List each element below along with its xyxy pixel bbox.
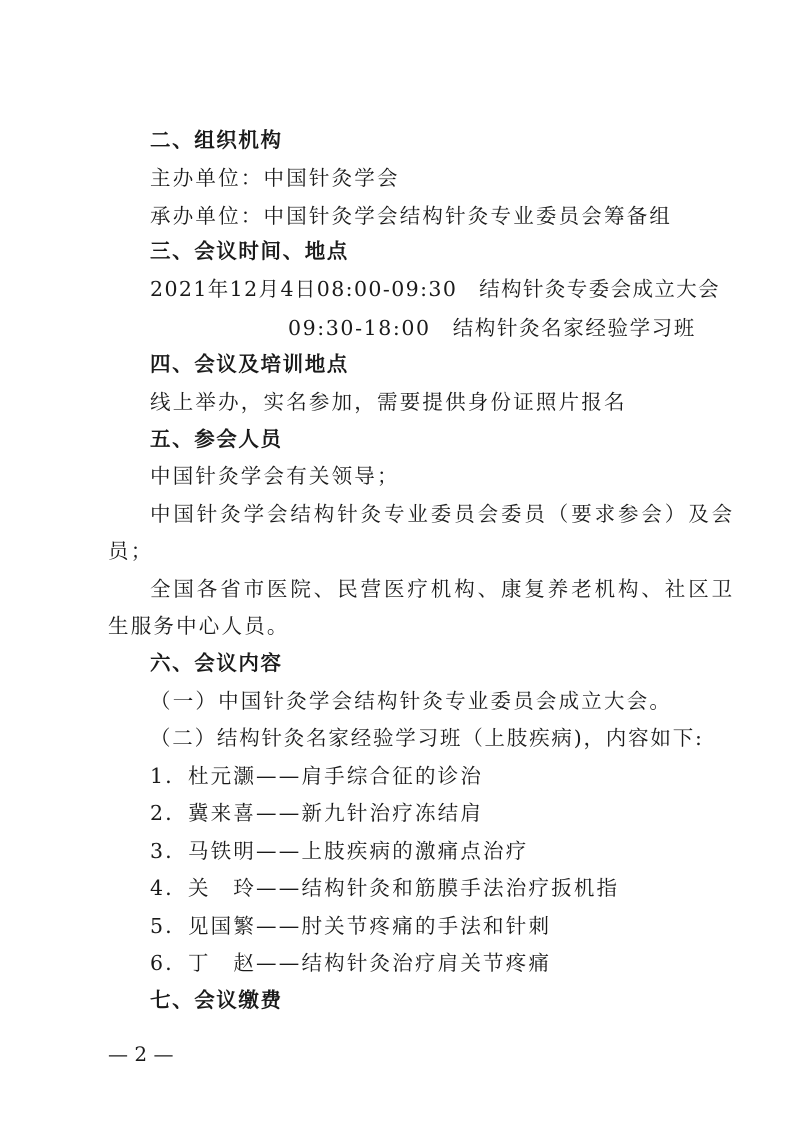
schedule-row-2: 09:30-18:00 结构针灸名家经验学习班 [288,316,696,340]
heading-time-place: 三、会议时间、地点 [150,239,349,263]
lecture-item: 6．丁 赵——结构针灸治疗肩关节疼痛 [150,951,552,975]
attendees-line-2a: 中国针灸学会结构针灸专业委员会委员（要求参会）及会 [150,502,735,526]
attendees-line-3b: 生服务中心人员。 [108,614,290,638]
attendees-line-3a: 全国各省市医院、民营医疗机构、康复养老机构、社区卫 [150,577,735,601]
heading-venue: 四、会议及培训地点 [150,352,349,376]
lecture-item: 1．杜元灏——肩手综合征的诊治 [150,764,484,788]
page-number: — 2 — [108,1042,174,1066]
venue-text: 线上举办，实名参加，需要提供身份证照片报名 [150,390,627,414]
lecture-item: 2．冀来喜——新九针治疗冻结肩 [150,801,484,825]
organizer-unit: 承办单位：中国针灸学会结构针灸专业委员会筹备组 [150,204,673,228]
lecture-item: 5．见国繁——肘关节疼痛的手法和针刺 [150,914,552,938]
host-unit: 主办单位：中国针灸学会 [150,166,400,190]
lecture-item: 3．马铁明——上肢疾病的激痛点治疗 [150,839,529,863]
content-item-1: （一）中国针灸学会结构针灸专业委员会成立大会。 [150,689,673,713]
content-item-2: （二）结构针灸名家经验学习班（上肢疾病)，内容如下: [150,726,704,750]
heading-attendees: 五、参会人员 [150,427,283,451]
heading-content: 六、会议内容 [150,651,283,675]
heading-organization: 二、组织机构 [150,128,283,152]
heading-fees: 七、会议缴费 [150,988,283,1012]
schedule-row-1: 2021年12月4日08:00-09:30 结构针灸专委会成立大会 [150,277,721,301]
attendees-line-2b: 员； [108,539,154,563]
attendees-line-1: 中国针灸学会有关领导； [150,464,400,488]
lecture-item: 4．关 玲——结构针灸和筋膜手法治疗扳机指 [150,876,620,900]
